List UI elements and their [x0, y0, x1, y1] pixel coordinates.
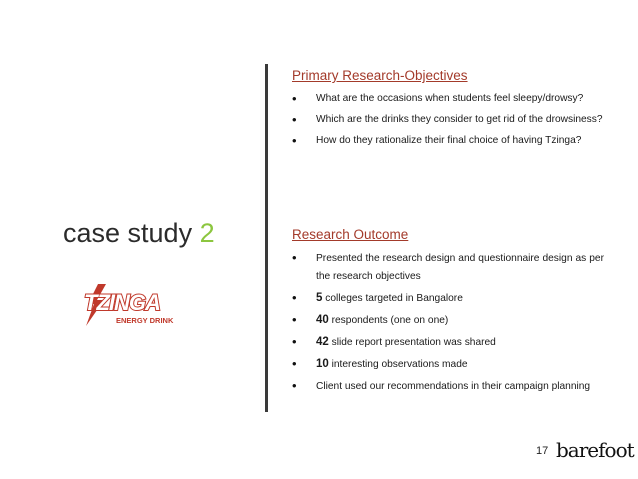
barefoot-logo: barefoot	[556, 438, 634, 462]
bullet-icon: •	[292, 112, 297, 127]
objectives-heading: Primary Research-Objectives	[292, 68, 468, 83]
list-item: • Client used our recommendations in their campaign planning	[292, 378, 591, 393]
list-item: • 42 slide report presentation was shared	[292, 334, 496, 349]
objectives-list	[292, 90, 604, 153]
bullet-icon: •	[292, 91, 297, 106]
case-study-label: case study	[63, 218, 193, 248]
case-study-number: 2	[199, 218, 215, 248]
bullet-icon: •	[292, 334, 297, 349]
list-item: • How do they rationalize their final choice of having Tzinga?	[292, 133, 582, 148]
list-item: • Which are the drinks they consider to get rid of the drowsiness?	[292, 112, 603, 127]
case-study-title	[63, 218, 215, 249]
list-item: • Presented the research design and questionnaire design as per the research objectives	[292, 250, 604, 282]
list-item: • 40 respondents (one on one)	[292, 312, 449, 327]
outcome-list	[292, 249, 604, 399]
bullet-icon: •	[292, 378, 297, 393]
bullet-icon: •	[292, 356, 297, 371]
outcome-heading: Research Outcome	[292, 227, 409, 242]
list-item: • What are the occasions when students feel sleepy/drowsy?	[292, 91, 584, 106]
logo-wordmark: TZINGA	[84, 290, 160, 315]
page-number: 17	[536, 445, 549, 457]
bullet-icon: •	[292, 312, 297, 327]
list-item: • 10 interesting observations made	[292, 356, 468, 371]
bullet-icon: •	[292, 290, 297, 305]
bullet-icon: •	[292, 133, 297, 148]
vertical-divider	[265, 64, 268, 412]
logo-tagline: ENERGY DRINK	[116, 316, 174, 325]
tzinga-logo	[80, 282, 186, 330]
list-item: • 5 colleges targeted in Bangalore	[292, 290, 463, 305]
bullet-icon: •	[292, 250, 297, 265]
